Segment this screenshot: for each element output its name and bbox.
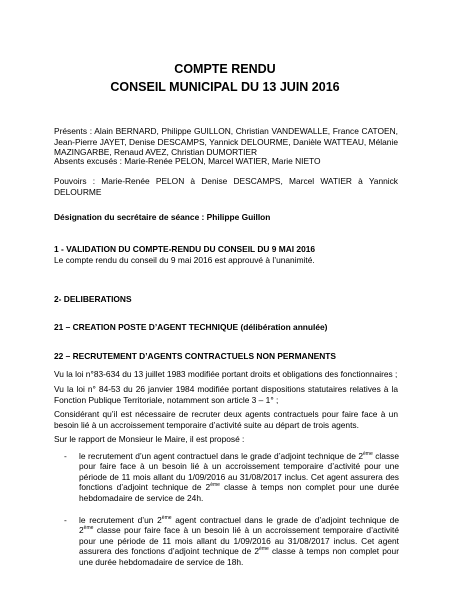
list-bullet: - — [64, 515, 67, 525]
section1-heading: 1 - VALIDATION DU COMPTE-RENDU DU CONSEIL DU 9 MAI 2016 — [54, 244, 316, 254]
rapport-paragraph: Sur le rapport de Monsieur le Maire, il est proposé : — [54, 434, 245, 444]
section21-note: (délibération annulée) — [240, 322, 328, 332]
law1-paragraph: Vu la loi n°83-634 du 13 juillet 1983 modifiée portant droits et obligations des fonctionnaires ; — [54, 369, 398, 379]
section2-heading: 2- DELIBERATIONS — [54, 294, 132, 304]
section1-text: Le compte rendu du conseil du 9 mai 2016 est approuvé à l’unanimité. — [54, 255, 315, 265]
list-bullet: - — [64, 451, 67, 461]
absents-paragraph: Absents excusés : Marie-Renée PELON, Marcel WATIER, Marie NIETO — [54, 156, 321, 166]
considerant-paragraph: Considérant qu’il est nécessaire de recruter deux agents contractuels pour faire face à un besoin lié à un accroissement temporaire d’activité suite au départ de trois agents. — [54, 409, 398, 430]
list-item: le recrutement d’un 2ème agent contractuel dans le grade de d’adjoint technique de 2ème classe pour faire face à un besoin lié à un accroissement temporaire d’activité pour une période de 11 mois allant du 1/09/2016 au 31/08/2017 inclus. Cet agent assurera des fonctions d’adjoint technique de 2ème classe à temps non complet pour une durée hebdomadaire de service de 18h. — [79, 515, 399, 567]
secretary-designation: Désignation du secrétaire de séance : Philippe Guillon — [54, 212, 271, 222]
section21-line — [54, 322, 398, 333]
document-subtitle: CONSEIL MUNICIPAL DU 13 JUIN 2016 — [110, 80, 340, 94]
document-title: COMPTE RENDU — [174, 62, 276, 76]
list-item: le recrutement d’un agent contractuel dans le grade d’adjoint technique de 2ème classe pour faire face à un besoin lié à un accroissement temporaire d’activité pour une période de 11 mois allant du 1/09/2016 au 31/08/2017 inclus. Cet agent assurera des fonctions d’adjoint technique de 2ème classe à temps non complet pour une durée hebdomadaire de service de 24h. — [79, 451, 399, 503]
pouvoirs-paragraph: Pouvoirs : Marie-Renée PELON à Denise DESCAMPS, Marcel WATIER à Yannick DELOURME — [54, 176, 398, 197]
law2-paragraph: Vu la loi n° 84-53 du 26 janvier 1984 modifiée portant dispositions statutaires relatives à la Fonction Publique Territoriale, notamment son article 3 – 1° ; — [54, 384, 398, 405]
section21-heading: 21 – CREATION POSTE D’AGENT TECHNIQUE — [54, 322, 239, 332]
section22-heading: 22 – RECRUTEMENT D’AGENTS CONTRACTUELS NON PERMANENTS — [54, 351, 336, 361]
presents-paragraph: Présents : Alain BERNARD, Philippe GUILLON, Christian VANDEWALLE, France CATOEN, Jean-Pierre JAYET, Denise DESCAMPS, Yannick DELOURME, Danièle WATTEAU, Mélanie MAZINGARBE, Renaud AVEZ, Christian DUMORTIER — [54, 126, 398, 158]
